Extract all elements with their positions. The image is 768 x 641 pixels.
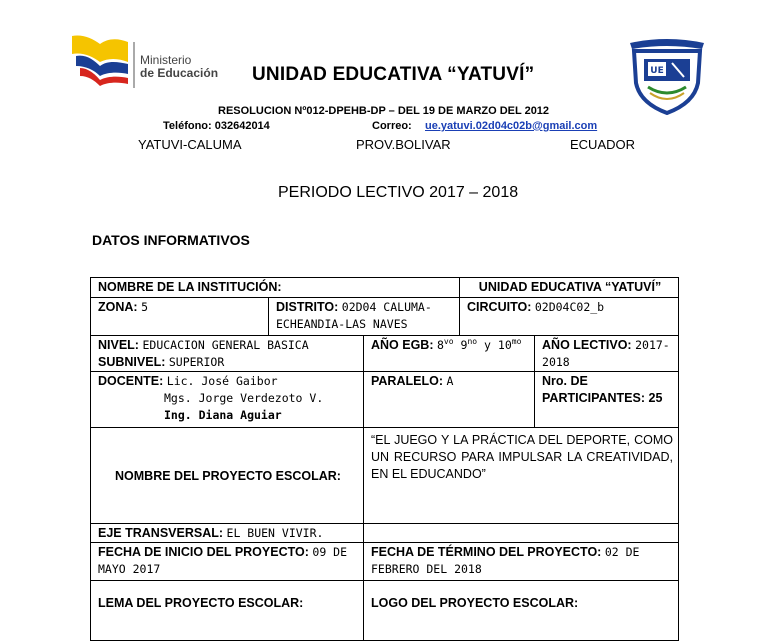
logo-label: LOGO DEL PROYECTO ESCOLAR: [364, 581, 679, 641]
nivel-cell [91, 336, 364, 372]
egb-cell [364, 336, 535, 372]
table-row [91, 428, 679, 524]
termino-cell [364, 543, 679, 581]
period-title: PERIODO LECTIVO 2017 – 2018 [278, 184, 519, 201]
project-name-value: “EL JUEGO Y LA PRÁCTICA DEL DEPORTE, COMO UN RECURSO PARA IMPULSAR LA CREATIVIDAD, EN EL EDUCANDO” [364, 428, 679, 524]
inicio-cell [91, 543, 364, 581]
eje-empty [364, 524, 679, 543]
termino-label: FECHA DE TÉRMINO DEL PROYECTO: [371, 545, 602, 559]
crest-icon [624, 37, 710, 115]
school-crest [624, 37, 710, 115]
nivel-value: EDUCACION GENERAL BASICA [142, 338, 309, 352]
docente-2: Mgs. Jorge Verdezoto V. [164, 391, 324, 405]
docente-3: Ing. Diana Aguiar [164, 408, 282, 422]
nivel-label: NIVEL: [98, 338, 139, 352]
lema-label: LEMA DEL PROYECTO ESCOLAR: [91, 581, 364, 641]
distrito-value: 02D04 CALUMA-ECHEANDIA-LAS NAVES [276, 300, 432, 331]
termino-value: 02 DE FEBRERO DEL 2018 [371, 545, 640, 576]
eje-value: EL BUEN VIVIR. [226, 526, 324, 540]
egb-label: AÑO EGB: [371, 338, 434, 352]
institution-label: NOMBRE DE LA INSTITUCIÓN: [91, 278, 460, 298]
email-link[interactable]: ue.yatuvi.02d04c02b@gmail.com [425, 120, 598, 132]
table-row [91, 372, 679, 428]
resolution-line: RESOLUCION Nº012-DPEHB-DP – DEL 19 DE MARZO DEL 2012 [218, 105, 550, 117]
project-name-label: NOMBRE DEL PROYECTO ESCOLAR: [91, 428, 364, 524]
paralelo-label: PARALELO: [371, 374, 443, 388]
participantes-cell [535, 372, 679, 428]
circuito-cell [460, 298, 679, 336]
paralelo-value: A [446, 374, 454, 388]
docente-1: Lic. José Gaibor [166, 374, 278, 388]
table-row [91, 543, 679, 581]
zona-value: 5 [141, 300, 148, 314]
participantes-value: 25 [648, 391, 663, 405]
circuito-value: 02D04C02_b [534, 300, 605, 314]
location-province: PROV.BOLIVAR [356, 137, 451, 152]
lectivo-cell [535, 336, 679, 372]
ministry-name-line2: de Educación [140, 66, 219, 80]
table-row [91, 278, 679, 298]
paralelo-cell [364, 372, 535, 428]
circuito-label: CIRCUITO: [467, 300, 532, 314]
docente-cell [91, 372, 364, 428]
eje-label: EJE TRANSVERSAL: [98, 526, 224, 540]
location-country: ECUADOR [570, 137, 636, 152]
ministry-name-line1: Ministerio [140, 53, 192, 67]
distrito-label: DISTRITO: [276, 300, 339, 314]
email-label: Correo: [372, 120, 412, 132]
lectivo-label: AÑO LECTIVO: [542, 338, 632, 352]
section-title: DATOS INFORMATIVOS [92, 232, 250, 248]
eje-cell [91, 524, 364, 543]
phone-line: Teléfono: 032642014 [163, 120, 270, 132]
institution-value: UNIDAD EDUCATIVA “YATUVÍ” [460, 278, 679, 298]
subnivel-label: SUBNIVEL: [98, 355, 166, 369]
lectivo-value: 2017-2018 [542, 338, 670, 369]
table-row [91, 581, 679, 641]
docente-label: DOCENTE: [98, 374, 164, 388]
inicio-value: 09 DE MAYO 2017 [98, 545, 348, 576]
zona-label: ZONA: [98, 300, 138, 314]
location-city: YATUVI-CALUMA [138, 137, 242, 152]
table-row [91, 524, 679, 543]
crest-text: UE [650, 66, 664, 76]
school-title: UNIDAD EDUCATIVA “YATUVÍ” [252, 64, 535, 85]
table-row [91, 298, 679, 336]
subnivel-value: SUPERIOR [168, 355, 225, 369]
inicio-label: FECHA DE INICIO DEL PROYECTO: [98, 545, 309, 559]
egb-value: $8^{vo}$ $9^{no}$ y $10^{mo}$ [436, 337, 522, 352]
participantes-label: Nro. DE PARTICIPANTES: [542, 374, 646, 405]
ministry-logo [70, 32, 220, 92]
zona-cell [91, 298, 269, 336]
info-table [90, 277, 679, 641]
distrito-cell [269, 298, 460, 336]
table-row [91, 336, 679, 372]
